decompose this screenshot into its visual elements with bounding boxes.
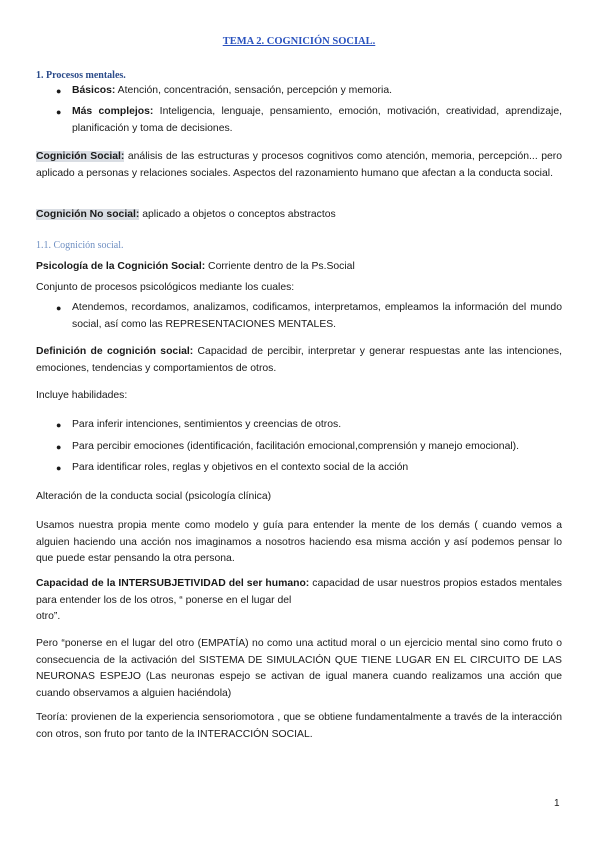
term-text: Capacidad de percibir, interpretar y generar respuestas ante las intenciones, emociones, tendencias y comportamientos de otros. — [36, 346, 562, 374]
paragraph-usamos: Usamos nuestra propia mente como modelo y guía para entender la mente de los demás ( cuando vemos a alguien haciendo una acción nos imaginamos a nosotros haciendo esa misma acción y así podemos pensar lo que puede estar pensando la otra persona. — [36, 520, 562, 564]
bullet-text: Atención, concentración, sensación, percepción y memoria. — [115, 85, 392, 96]
term-text: Corriente dentro de la Ps.Social — [205, 261, 355, 272]
paragraph-definicion — [36, 344, 562, 377]
bullet-icon: ● — [56, 420, 62, 430]
term-label: Psicología de la Cognición Social: — [36, 261, 206, 272]
term-label: Definición de cognición social: — [36, 346, 194, 357]
term-text: aplicado a objetos o conceptos abstractos — [139, 209, 336, 220]
bullet-label: Básicos: — [72, 85, 116, 96]
bullet-icon: ● — [56, 107, 62, 117]
bullet-icon: ● — [56, 463, 62, 473]
term-text: análisis de las estructuras y procesos cognitivos como atención, memoria, percepción... pero aplicado a personas y relaciones sociales. Aspectos del razonamiento humano que afectan a la conducta social. — [36, 151, 563, 179]
bullet-icon: ● — [56, 86, 62, 96]
paragraph-intersubjetividad — [36, 576, 562, 626]
bullet-text: Inteligencia, lenguaje, pensamiento, emoción, motivación, creatividad, aprendizaje, planificación y toma de decisiones. — [72, 106, 562, 134]
page-number: 1 — [554, 798, 560, 809]
bullet-text: Para inferir intenciones, sentimientos y creencias de otros. — [72, 419, 342, 430]
bullet-icon: ● — [56, 442, 62, 452]
paragraph-psicologia — [36, 259, 562, 276]
bullet-label: Más complejos: — [72, 106, 154, 117]
term-label: Cognición Social: — [36, 151, 125, 162]
term-label: Cognición No social: — [36, 209, 140, 220]
term-text-continued: otro”. — [36, 611, 61, 622]
page-title: TEMA 2. COGNICIÓN SOCIAL. — [222, 36, 376, 47]
bullet-icon: ● — [56, 303, 62, 313]
section-heading-procesos: 1. Procesos mentales. — [36, 70, 126, 81]
paragraph-cognicion-social — [36, 149, 562, 182]
paragraph-empatia: Pero “ponerse en el lugar del otro (EMPATÍA) no como una actitud moral o un ejercicio mental sino como fruto o consecuencia de la activación del SISTEMA DE SIMULACIÓN QUE TIENE LUGAR EN EL CIRCUITO DE LAS NEURONAS ESPEJO (Las neuronas espejo se activan de igual manera cuando realizamos una acción que cuando observamos a alguien haciéndola) — [36, 638, 562, 699]
paragraph-conjunto: Conjunto de procesos psicológicos mediante los cuales: — [36, 282, 295, 293]
bullet-text: Para percibir emociones (identificación, facilitación emocional,comprensión y manejo emocional). — [72, 441, 520, 452]
bullet-text: Atendemos, recordamos, analizamos, codificamos, interpretamos, empleamos la información del mundo social, así como las REPRESENTACIONES MENTALES. — [72, 302, 562, 330]
paragraph-alteracion: Alteración de la conducta social (psicología clínica) — [36, 491, 272, 502]
term-text: capacidad de usar nuestros propios estados mentales para entender los de los otros, “ ponerse en el lugar del — [36, 578, 562, 606]
paragraph-habilidades-intro: Incluye habilidades: — [36, 390, 128, 401]
bullet-text: Para identificar roles, reglas y objetivos en el contexto social de la acción — [72, 462, 409, 473]
paragraph-teoria: Teoría: provienen de la experiencia sensoriomotora , que se obtiene fundamentalmente a través de la interacción con otros, son fruto por tanto de la INTERACCIÓN SOCIAL. — [36, 712, 562, 740]
subsection-heading-cognicion-social: 1.1. Cognición social. — [36, 240, 124, 251]
term-label: Capacidad de la INTERSUBJETIVIDAD del ser humano: — [36, 578, 310, 589]
paragraph-cognicion-no-social — [36, 207, 562, 224]
